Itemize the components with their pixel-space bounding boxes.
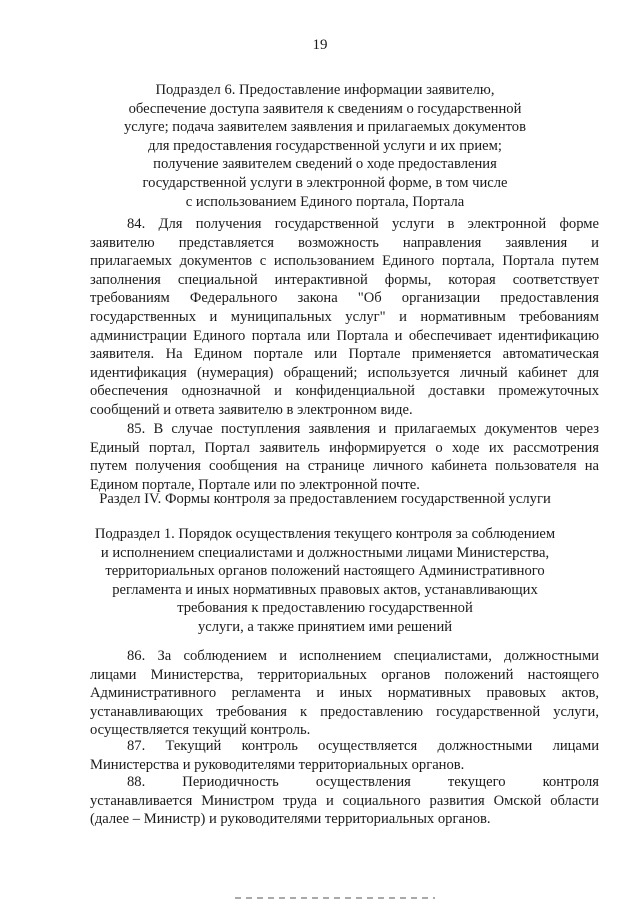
paragraph-85 bbox=[90, 420, 599, 494]
paragraph-84 bbox=[90, 215, 599, 420]
heading-line: территориальных органов положений настоящего Административного bbox=[105, 563, 545, 580]
text-line: обеспечения однозначной и конфиденциальной доставки промежуточных bbox=[90, 383, 599, 400]
heading-line: услуги, а также принятием ими решений bbox=[197, 618, 453, 635]
text-line: устанавливается Министром труда и социального развития Омской области bbox=[90, 792, 599, 809]
text-line: 86. За соблюдением и исполнением специалистами, должностными bbox=[127, 648, 599, 664]
paragraph-87 bbox=[90, 737, 599, 774]
heading-line: для предоставления государственной услуги и их прием; bbox=[148, 137, 502, 154]
heading-line: Раздел IV. Формы контроля за предоставлением государственной услуги bbox=[99, 491, 551, 507]
scan-artifact bbox=[235, 897, 435, 899]
heading-line: Подраздел 6. Предоставление информации заявителю, bbox=[155, 82, 495, 98]
text-line: прилагаемых документов с использованием Единого портала, Портала путем bbox=[90, 253, 599, 270]
subsection-6-heading bbox=[90, 81, 560, 211]
text-line: сообщений и ответа заявителю в электронном виде. bbox=[90, 401, 413, 418]
text-line: заявителя. На Едином портале или Портале применяется автоматическая bbox=[90, 346, 599, 363]
heading-line: требования к предоставлению государственной bbox=[177, 600, 473, 617]
text-line: 88. Периодичность осуществления текущего контроля bbox=[127, 774, 599, 790]
heading-line: и исполнением специалистами и должностными лицами Министерства, bbox=[100, 544, 550, 561]
text-line: заявителю представляется возможность направления заявления и bbox=[90, 234, 599, 251]
paragraph-86 bbox=[90, 647, 599, 740]
text-line: требованиям Федерального закона "Об организации предоставления bbox=[90, 290, 599, 307]
heading-line: государственной услуги в электронной форме, в том числе bbox=[142, 174, 508, 191]
subsection-1-heading bbox=[80, 525, 570, 637]
text-line: 85. В случае поступления заявления и прилагаемых документов через bbox=[127, 421, 599, 437]
text-line: 87. Текущий контроль осуществляется должностными лицами bbox=[127, 738, 599, 754]
text-line: государственных и муниципальных услуг" и нормативным требованиям bbox=[90, 308, 599, 325]
text-line: (далее – Министр) и руководителями территориальных органов. bbox=[90, 811, 491, 828]
text-line: Административного регламента и иных нормативных правовых актов, bbox=[90, 685, 599, 702]
text-line: лицами Министерства, территориальных органов положений настоящего bbox=[90, 666, 599, 683]
heading-line: с использованием Единого портала, Портала bbox=[185, 193, 465, 210]
text-line: Министерства и руководителями территориальных органов. bbox=[90, 756, 465, 773]
paragraph-88 bbox=[90, 773, 599, 829]
text-line: заполнения специальной интерактивной формы, которая соответствует bbox=[90, 271, 599, 288]
text-line: устанавливающих требования к предоставлению государственной услуги, bbox=[90, 703, 599, 720]
heading-line: обеспечение доступа заявителя к сведениям о государственной bbox=[128, 100, 522, 117]
text-line: администрации Единого портала или Портала и обеспечивает идентификацию bbox=[90, 327, 599, 344]
text-line: идентификация (нумерация) обращений; используется личный кабинет для bbox=[90, 364, 599, 381]
text-line: Единый портал, Портал заявитель информируется о ходе их рассмотрения bbox=[90, 439, 599, 456]
section-4-heading bbox=[80, 490, 570, 509]
heading-line: Подраздел 1. Порядок осуществления текущего контроля за соблюдением bbox=[94, 526, 556, 542]
text-line: 84. Для получения государственной услуги в электронной форме bbox=[127, 216, 599, 232]
page-number: 19 bbox=[312, 37, 328, 53]
heading-line: регламента и иных нормативных правовых актов, устанавливающих bbox=[112, 581, 538, 598]
heading-line: услуге; подача заявителем заявления и прилагаемых документов bbox=[123, 119, 526, 136]
heading-line: получение заявителем сведений о ходе предоставления bbox=[153, 156, 497, 173]
text-line: осуществляется текущий контроль. bbox=[90, 722, 311, 739]
text-line: путем получения сообщения на странице личного кабинета пользователя на bbox=[90, 458, 599, 475]
text-line: Едином портале, Портале или по электронной почте. bbox=[90, 476, 420, 493]
